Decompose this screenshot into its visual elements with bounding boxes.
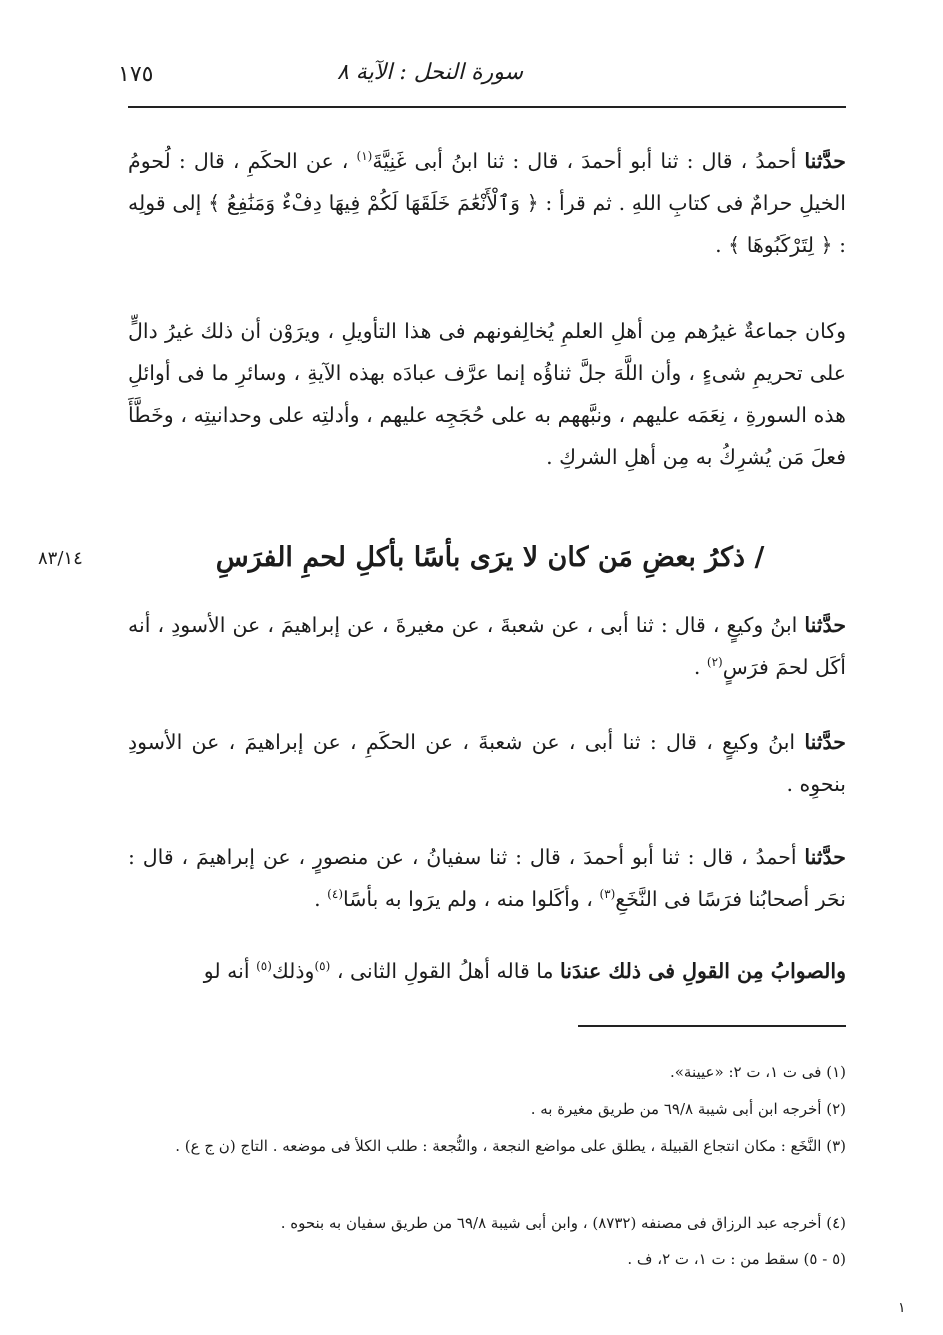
footnote-4: (٤) أخرجه عبد الرزاق فى مصنفه (٨٧٣٢) ، وابن أبى شيبة ٦٩/٨ من طريق سفيان به بنحوه .: [280, 1214, 846, 1232]
paragraph-1: [128, 140, 846, 266]
footnote-ref: (١): [356, 149, 373, 164]
paragraph-text: ابنُ وكيعٍ ، قال : ثنا أبى ، عن شعبةَ ، عن مغيرةَ ، عن إبراهيمَ ، عن الأسودِ ، أنه أكَل لحمَ فرَسٍ: [128, 613, 846, 679]
narration-lead: حدَّثنا: [804, 149, 846, 173]
page-number: ١٧٥: [118, 62, 154, 87]
paragraph-text: .: [693, 655, 701, 679]
paragraph-text: أنه لو: [203, 959, 250, 983]
footnote-3: (٣) النَّخَع : مكان انتجاع القبيلة ، يطلق على مواضع النجعة ، والنُّجعة : طلب الكلأ فى موضعه . التاج (ن ج ع) .: [175, 1137, 846, 1155]
paragraph-text: ما قاله أهلُ القولِ الثانى ،: [336, 959, 554, 983]
paragraph-2: [128, 310, 846, 478]
paragraph-text: ، وأكَلوا منه ، ولم يرَوا به بأسًا: [343, 887, 593, 911]
footnote-ref: (٥): [256, 959, 272, 974]
narration-lead: حدَّثنا: [804, 613, 846, 637]
section-heading: / ذكرُ بعضِ مَن كان لا يرَى بأسًا بأكلِ لحمِ الفرَسِ: [215, 542, 765, 573]
footnote-rule: [578, 1025, 846, 1027]
footnote-ref: (٥): [314, 959, 331, 974]
paragraph-text: ، عن الحكَمِ ، قال : لُحومُ الخيلِ حرامٌ فى كتابِ اللهِ . ثم قرأ : ﴿ وَٱلْأَنْعَٰمَ خَلَقَهَا لَكُمْ فِيهَا دِفْءٌ وَمَنَٰفِعُ ﴾ إلى قولِه : ﴿ لِتَرْكَبُوهَا ﴾ .: [128, 149, 846, 257]
paragraph-text: أحمدُ ، قال : ثنا أبو أحمدَ ، قال : ثنا ابنُ أبى غَنِيَّةَ: [372, 149, 797, 173]
footnote-2: (٢) أخرجه ابن أبى شيبة ٦٩/٨ من طريق مغيرة به .: [530, 1100, 846, 1118]
paragraph-5: [128, 836, 846, 920]
signature-mark: ١: [898, 1300, 906, 1316]
header-rule: [128, 106, 846, 108]
paragraph-text: ابنُ وكيعٍ ، قال : ثنا أبى ، عن شعبةَ ، عن الحكَمِ ، عن إبراهيمَ ، عن الأسودِ بنحوِه .: [128, 730, 846, 796]
running-header-title: سورة النحل : الآية ٨: [336, 60, 524, 85]
narration-lead: حدَّثنا: [804, 730, 846, 754]
margin-reference: ٨٣/١٤: [38, 548, 83, 569]
footnote-1: (١) فى ت ١، ت ٢: «عيينة».: [669, 1063, 846, 1081]
paragraph-text: وكان جماعةٌ غيرُهم مِن أهلِ العلمِ يُخالِفونهم فى هذا التأويلِ ، ويرَوْن أن ذلك غيرُ دالٍّ على تحريمِ شىءٍ ، وأن اللَّهَ جلَّ ثناؤُه إنما عرَّف عبادَه بهذه الآيةِ ، وسائرِ ما فى أوائلِ هذه السورةِ ، نِعَمَه عليهم ، ونبَّههم به على حُجَجِه عليهم ، وأدلتِه على وحدانيتِه ، وخَطَّأَ فعلَ مَن يُشرِكُ به مِن أهلِ الشركِ .: [128, 319, 846, 469]
ruling-lead: والصوابُ مِن القولِ فى ذلك عندَنا: [560, 959, 846, 983]
paragraph-3: [128, 604, 846, 688]
footnote-ref: (٢): [706, 655, 723, 670]
paragraph-text: أحمدُ ، قال : ثنا أبو أحمدَ ، قال : ثنا سفيانُ ، عن منصورٍ ، عن إبراهيمَ ، قال : نحَر أصحابُنا فرَسًا فى النَّخَعِ: [128, 845, 846, 911]
paragraph-4: [128, 721, 846, 805]
footnote-ref: (٤): [327, 887, 343, 902]
paragraph-6: [128, 950, 846, 992]
paragraph-text: وذلك: [271, 959, 315, 983]
footnote-5: (٥ - ٥) سقط من : ت ١، ت ٢، ف .: [627, 1250, 846, 1268]
narration-lead: حدَّثنا: [804, 845, 846, 869]
footnote-ref: (٣): [599, 887, 616, 902]
paragraph-text: .: [314, 887, 321, 911]
